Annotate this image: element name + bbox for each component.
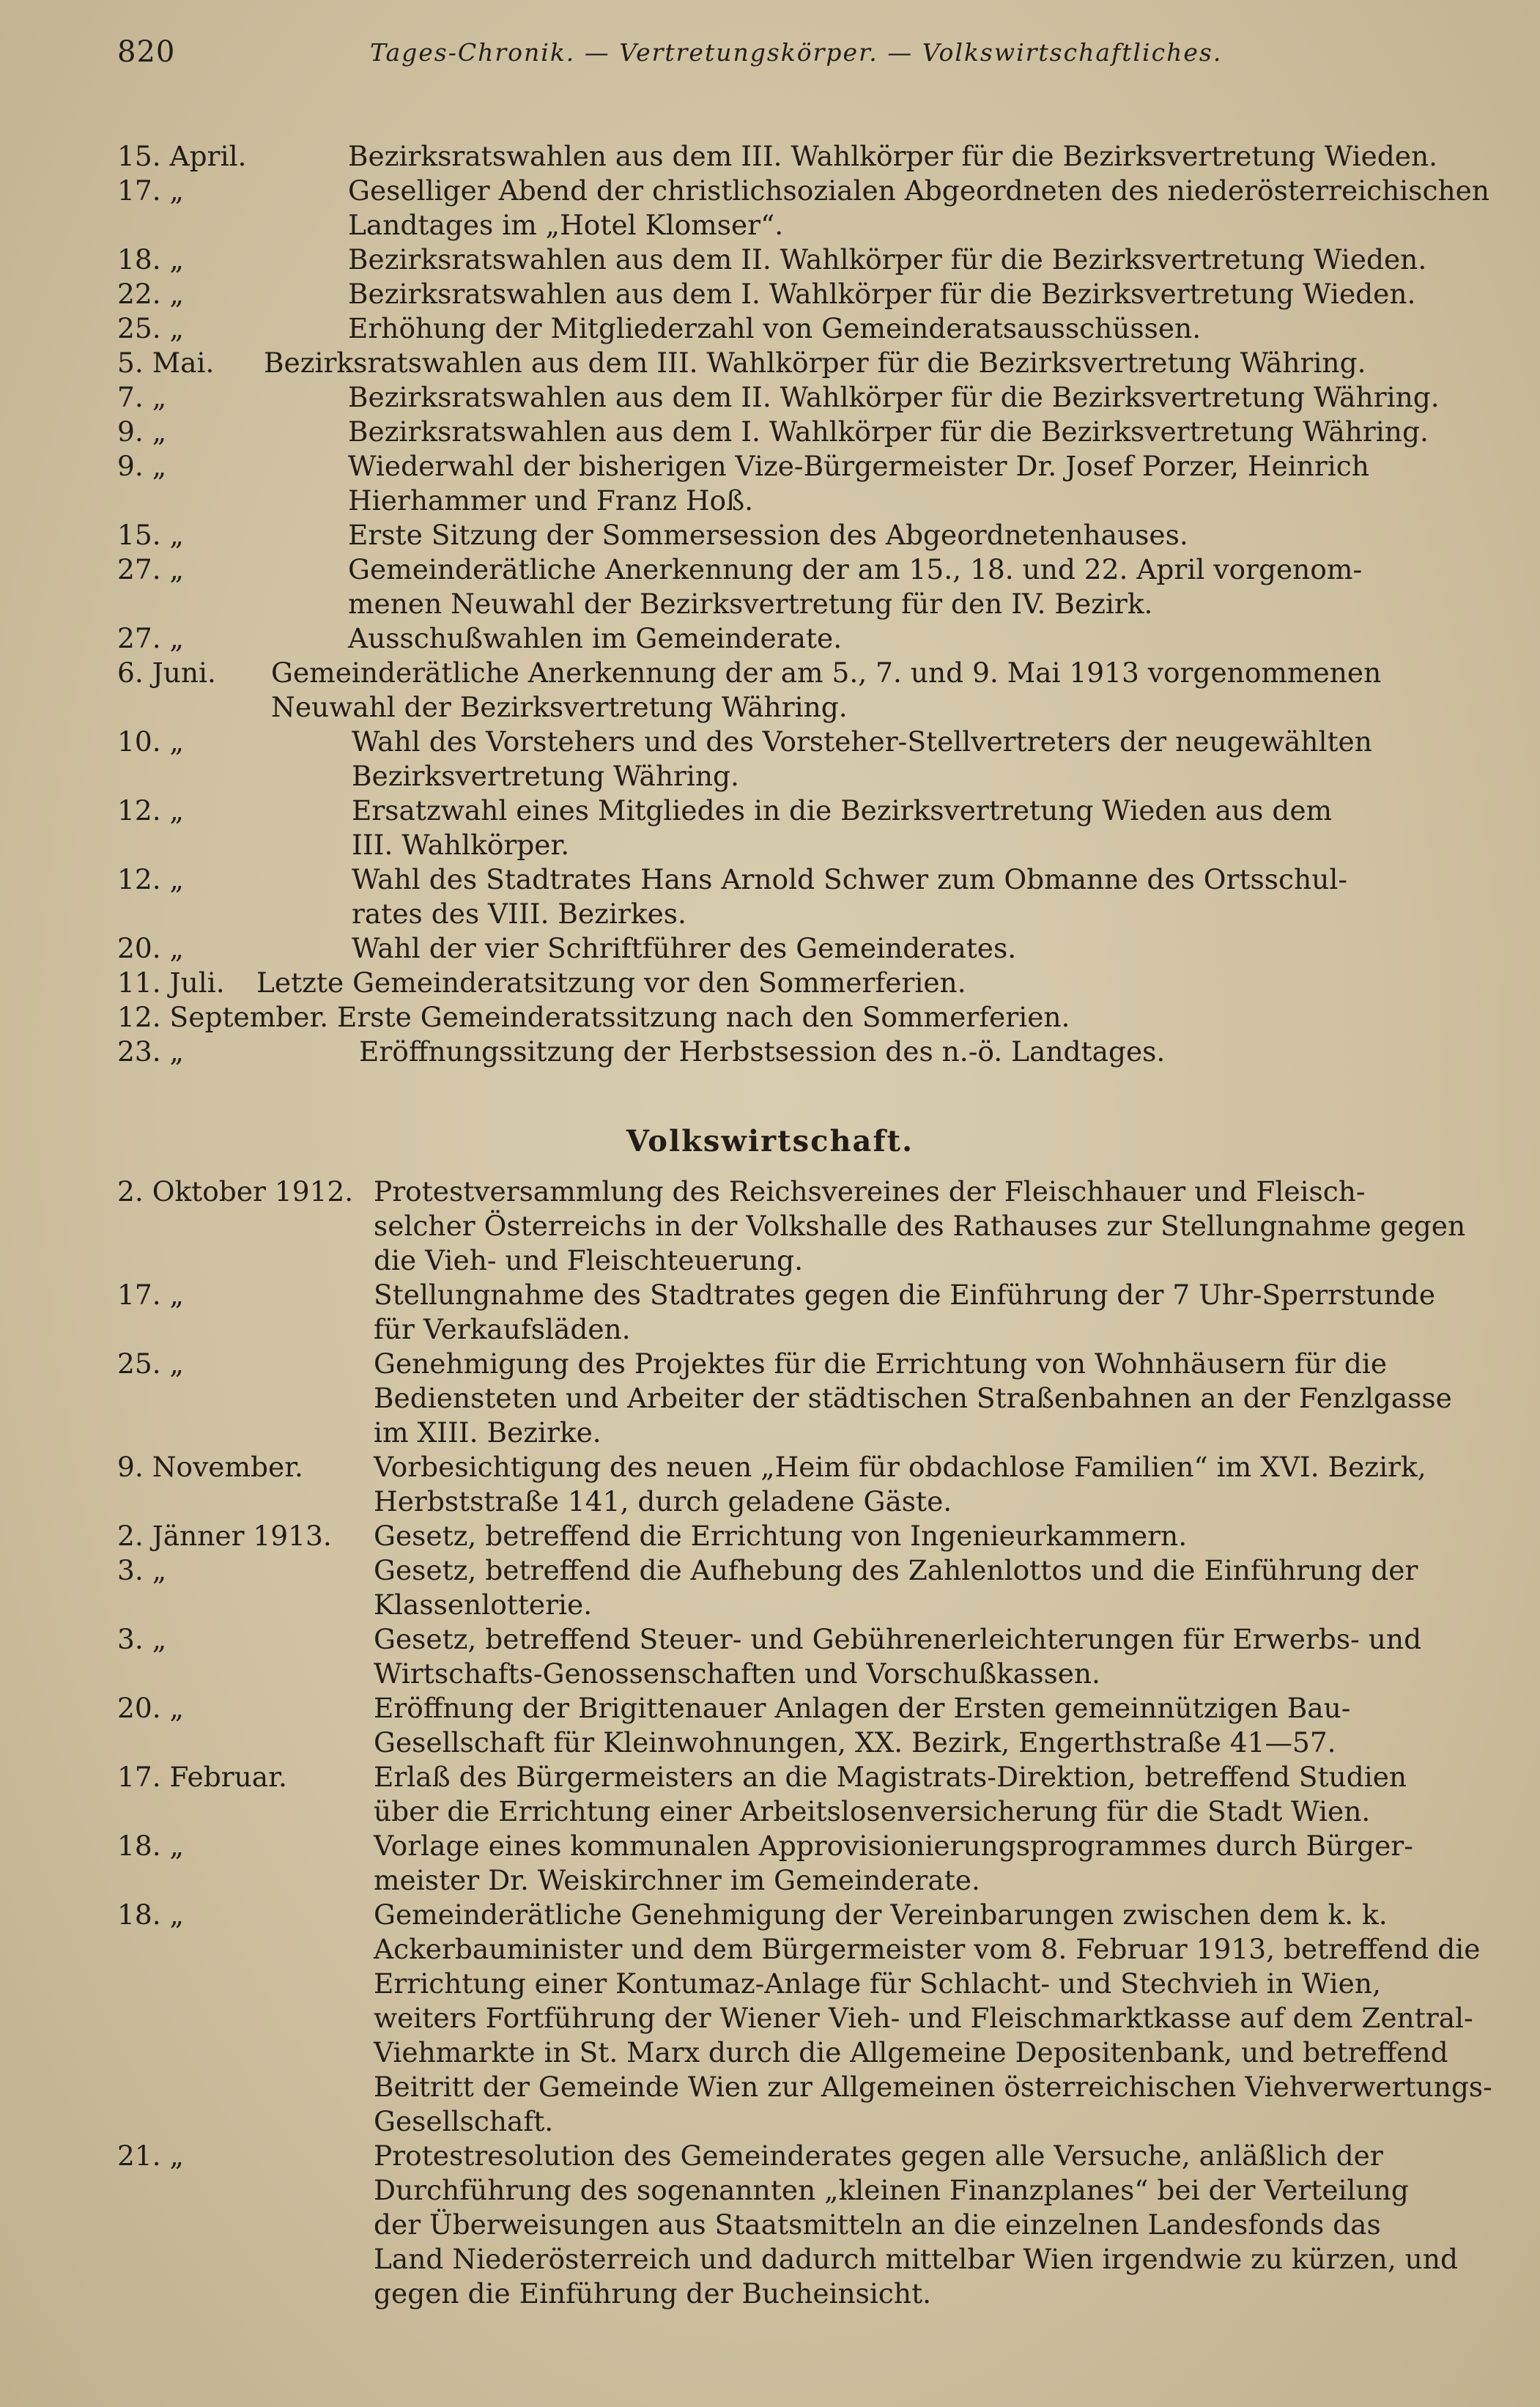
list-item xyxy=(117,1691,1429,1760)
chronicle-list xyxy=(117,139,1490,1069)
economy-list xyxy=(117,1175,1492,2311)
list-item xyxy=(117,1278,1436,1347)
entry-text-line: Ersatzwahl eines Mitgliedes in die Bezirksvertretung Wieden aus dem xyxy=(352,794,1333,827)
list-item xyxy=(117,1347,1452,1450)
list-item xyxy=(117,862,1429,931)
entry-text-line: weiters Fortführung der Wiener Vieh- und Fleischmarktkasse auf dem Zentral- xyxy=(374,2002,1473,2034)
entry-text-line: Bezirksratswahlen aus dem I. Wahlkörper für die Bezirksvertretung Währing. xyxy=(348,415,1429,448)
entry-date: 25. „ xyxy=(117,312,184,344)
entry-text-line: Neuwahl der Bezirksvertretung Währing. xyxy=(271,691,848,723)
entry-text-line: Bezirksratswahlen aus dem I. Wahlkörper für die Bezirksvertretung Wieden. xyxy=(348,278,1416,310)
entry-text-line: Bezirksratswahlen aus dem III. Wahlkörper für die Bezirksvertretung Währing. xyxy=(264,347,1366,379)
entry-text-line: Vorbesichtigung des neuen „Heim für obdachlose Familien“ im XVI. Bezirk, xyxy=(374,1451,1426,1483)
entry-text-line: Bediensteten und Arbeiter der städtischen Straßenbahnen an der Fenzlgasse xyxy=(374,1382,1452,1414)
entry-date: 15. April. xyxy=(117,140,247,172)
entry-text-line: über die Errichtung einer Arbeitslosenversicherung für die Stadt Wien. xyxy=(374,1795,1371,1827)
entry-text-line: Bezirksratswahlen aus dem II. Wahlkörper für die Bezirksvertretung Wieden. xyxy=(348,243,1427,276)
entry-date: 3. „ xyxy=(117,1554,167,1586)
entry-text-line: für Verkaufsläden. xyxy=(374,1313,631,1345)
entry-text-line: Gemeinderätliche Anerkennung der am 15., 18. und 22. April vorgenom- xyxy=(348,553,1363,585)
entry-date: 9. „ xyxy=(117,450,167,482)
entry-date: 18. „ xyxy=(117,243,184,276)
list-item xyxy=(117,139,1438,174)
entry-text-line: im XIII. Bezirke. xyxy=(374,1416,601,1449)
list-item xyxy=(117,656,1429,725)
entry-date: 25. „ xyxy=(117,1347,184,1380)
entry-date: 17. „ xyxy=(117,174,184,207)
entry-date: 22. „ xyxy=(117,278,184,310)
entry-date: 6. Juni. xyxy=(117,657,216,689)
entry-text-line: Vorlage eines kommunalen Approvisionierungsprogrammes durch Bürger- xyxy=(374,1830,1413,1862)
list-item xyxy=(117,311,1429,346)
entry-text-line: Eröffnungssitzung der Herbstsession des n.-ö. Landtages. xyxy=(359,1035,1166,1068)
entry-date: 7. „ xyxy=(117,381,167,413)
list-item xyxy=(117,1829,1429,1898)
entry-date: 21. „ xyxy=(117,2140,184,2172)
entry-date: 23. „ xyxy=(117,1035,184,1068)
entry-date: 12. September. xyxy=(117,1001,329,1033)
running-head: Tages-Chronik. — Vertretungskörper. — Volkswirtschaftliches. xyxy=(370,38,1223,67)
list-item xyxy=(117,380,1440,415)
entry-text-line: Erste Sitzung der Sommersession des Abgeordnetenhauses. xyxy=(348,519,1188,551)
entry-date: 12. „ xyxy=(117,863,184,895)
entry-date: 9. „ xyxy=(117,415,167,448)
entry-date: 27. „ xyxy=(117,553,184,585)
entry-text-line: Gemeinderätliche Anerkennung der am 5., 7. und 9. Mai 1913 vorgenommenen xyxy=(271,657,1382,689)
entry-text-line: Letzte Gemeinderatsitzung vor den Sommerferien. xyxy=(256,966,966,999)
entry-text-line: Stellungnahme des Stadtrates gegen die Einführung der 7 Uhr-Sperrstunde xyxy=(374,1279,1436,1311)
entry-text-line: Wirtschafts-Genossenschaften und Vorschußkassen. xyxy=(374,1657,1100,1690)
entry-text-line: Protestresolution des Gemeinderates gegen alle Versuche, anläßlich der xyxy=(374,2140,1383,2172)
list-item xyxy=(117,725,1429,794)
entry-text-line: Land Niederösterreich und dadurch mittelbar Wien irgendwie zu kürzen, und xyxy=(374,2243,1458,2275)
entry-text-line: rates des VIII. Bezirkes. xyxy=(352,898,686,930)
list-item xyxy=(117,1000,1429,1035)
entry-text-line: Gesellschaft für Kleinwohnungen, XX. Bezirk, Engerthstraße 41—57. xyxy=(374,1726,1336,1759)
entry-text-line: Beitritt der Gemeinde Wien zur Allgemeinen österreichischen Viehverwertungs- xyxy=(374,2071,1492,2103)
entry-text-line: Herbststraße 141, durch geladene Gäste. xyxy=(374,1485,952,1517)
entry-text-line: Erste Gemeinderatssitzung nach den Sommerferien. xyxy=(337,1001,1070,1033)
entry-date: 27. „ xyxy=(117,622,184,654)
entry-text-line: III. Wahlkörper. xyxy=(352,829,570,861)
section-title: Volkswirtschaft. xyxy=(626,1124,914,1158)
entry-text-line: Wahl des Vorstehers und des Vorsteher-Stellvertreters der neugewählten xyxy=(352,725,1372,758)
entry-text-line: die Vieh- und Fleischteuerung. xyxy=(374,1244,804,1276)
entry-text-line: Protestversammlung des Reichsvereines der Fleischhauer und Fleisch- xyxy=(374,1175,1366,1208)
entry-text-line: menen Neuwahl der Bezirksvertretung für den IV. Bezirk. xyxy=(348,588,1153,620)
entry-date: 18. „ xyxy=(117,1830,184,1862)
list-item xyxy=(117,1175,1466,1278)
entry-text-line: Wahl des Stadtrates Hans Arnold Schwer zum Obmanne des Ortsschul- xyxy=(352,863,1348,895)
entry-date: 9. November. xyxy=(117,1451,303,1483)
entry-text-line: Bezirksvertretung Währing. xyxy=(352,760,739,792)
entry-text-line: Ackerbauminister und dem Bürgermeister vom 8. Februar 1913, betreffend die xyxy=(374,1933,1481,1965)
entry-text-line: Eröffnung der Brigittenauer Anlagen der Ersten gemeinnützigen Bau- xyxy=(374,1692,1351,1724)
list-item xyxy=(117,174,1490,243)
list-item xyxy=(117,449,1429,518)
entry-date: 15. „ xyxy=(117,519,184,551)
entry-text-line: Landtages im „Hotel Klomser“. xyxy=(348,209,784,241)
list-item xyxy=(117,621,1429,656)
entry-text-line: Errichtung einer Kontumaz-Anlage für Schlacht- und Stechvieh in Wien, xyxy=(374,1967,1381,2000)
list-item xyxy=(117,1450,1429,1519)
entry-text-line: Viehmarkte in St. Marx durch die Allgemeine Depositenbank, und betreffend xyxy=(374,2036,1448,2068)
list-item xyxy=(117,1622,1429,1691)
list-item xyxy=(117,2139,1458,2311)
entry-text-line: Hierhammer und Franz Hoß. xyxy=(348,484,754,517)
entry-text-line: meister Dr. Weiskirchner im Gemeinderate. xyxy=(374,1864,980,1896)
entry-text-line: Geselliger Abend der christlichsozialen Abgeordneten des niederösterreichischen xyxy=(348,174,1490,207)
entry-text-line: Gesetz, betreffend die Errichtung von Ingenieurkammern. xyxy=(374,1520,1188,1552)
entry-text-line: Gesellschaft. xyxy=(374,2105,554,2137)
entry-text-line: Bezirksratswahlen aus dem II. Wahlkörper für die Bezirksvertretung Währing. xyxy=(348,381,1440,413)
entry-text-line: Gesetz, betreffend die Aufhebung des Zahlenlottos und die Einführung der xyxy=(374,1554,1418,1586)
list-item xyxy=(117,1519,1429,1553)
list-item xyxy=(117,1553,1429,1622)
list-item xyxy=(117,243,1429,277)
list-item xyxy=(117,931,1429,966)
entry-date: 5. Mai. xyxy=(117,347,215,379)
entry-text-line: Ausschußwahlen im Gemeinderate. xyxy=(348,622,843,654)
entry-date: 20. „ xyxy=(117,1692,184,1724)
entry-date: 17. Februar. xyxy=(117,1761,287,1793)
list-item xyxy=(117,277,1429,311)
list-item xyxy=(117,518,1429,552)
entry-text-line: Bezirksratswahlen aus dem III. Wahlkörper für die Bezirksvertretung Wieden. xyxy=(348,140,1438,172)
entry-text-line: Genehmigung des Projektes für die Errichtung von Wohnhäusern für die xyxy=(374,1347,1388,1380)
page-header xyxy=(117,32,1465,84)
entry-text-line: Wiederwahl der bisherigen Vize-Bürgermeister Dr. Josef Porzer, Heinrich xyxy=(348,450,1369,482)
entry-text-line: Erhöhung der Mitgliederzahl von Gemeinderatsausschüssen. xyxy=(348,312,1202,344)
list-item xyxy=(117,415,1429,449)
list-item xyxy=(117,966,1429,1000)
entry-text-line: Gemeinderätliche Genehmigung der Vereinbarungen zwischen dem k. k. xyxy=(374,1898,1388,1931)
entry-date: 18. „ xyxy=(117,1898,184,1931)
entry-text-line: Klassenlotterie. xyxy=(374,1589,593,1621)
entry-date: 2. Jänner 1913. xyxy=(117,1520,332,1552)
entry-date: 17. „ xyxy=(117,1279,184,1311)
entry-text-line: gegen die Einführung der Bucheinsicht. xyxy=(374,2277,932,2310)
entry-text-line: Gesetz, betreffend Steuer- und Gebührenerleichterungen für Erwerbs- und xyxy=(374,1623,1422,1655)
list-item xyxy=(117,1760,1429,1829)
entry-text-line: Erlaß des Bürgermeisters an die Magistrats-Direktion, betreffend Studien xyxy=(374,1761,1407,1793)
list-item xyxy=(117,1035,1429,1069)
entry-date: 3. „ xyxy=(117,1623,167,1655)
entry-text-line: Wahl der vier Schriftführer des Gemeinderates. xyxy=(352,932,1017,964)
list-item xyxy=(117,794,1429,862)
entry-text-line: der Überweisungen aus Staatsmitteln an die einzelnen Landesfonds das xyxy=(374,2208,1381,2241)
entry-date: 11. Juli. xyxy=(117,966,225,999)
entry-date: 12. „ xyxy=(117,794,184,827)
list-item xyxy=(117,552,1429,621)
page-number: 820 xyxy=(117,35,176,69)
entry-date: 2. Oktober 1912. xyxy=(117,1175,354,1208)
entry-date: 20. „ xyxy=(117,932,184,964)
list-item xyxy=(117,1898,1492,2139)
entry-text-line: selcher Österreichs in der Volkshalle des Rathauses zur Stellungnahme gegen xyxy=(374,1210,1466,1242)
entry-text-line: Durchführung des sogenannten „kleinen Finanzplanes“ bei der Verteilung xyxy=(374,2174,1409,2206)
entry-date: 10. „ xyxy=(117,725,184,758)
list-item xyxy=(117,346,1429,380)
